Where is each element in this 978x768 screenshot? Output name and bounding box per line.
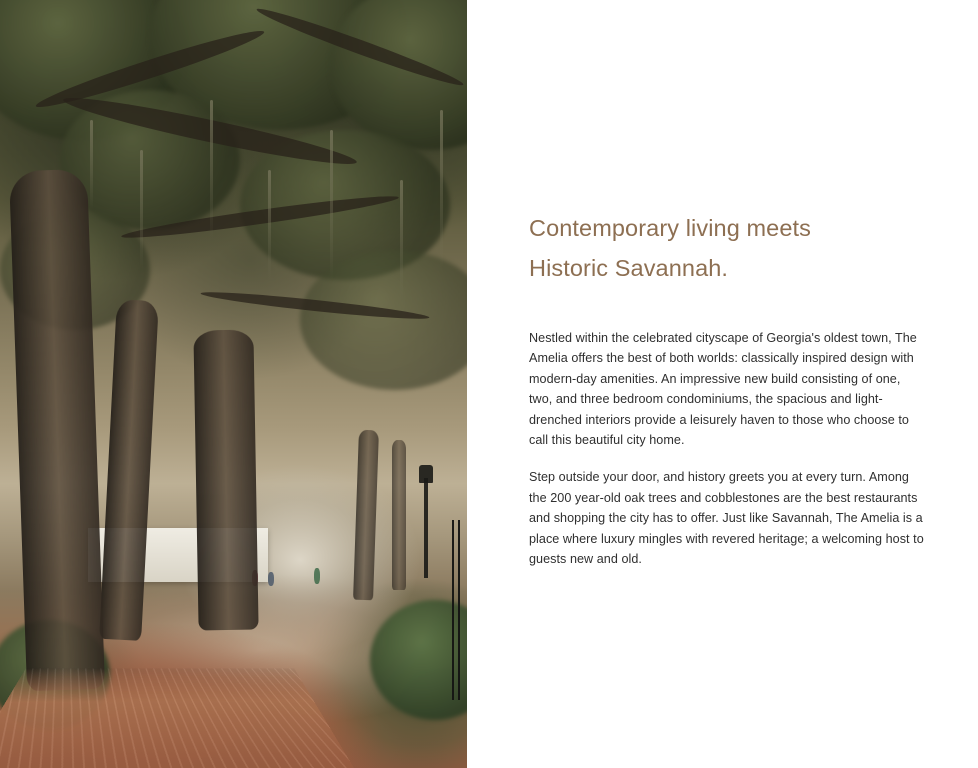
spanish-moss bbox=[400, 180, 403, 300]
headline-line-2: Historic Savannah. bbox=[529, 255, 729, 282]
oak-trunk bbox=[353, 430, 379, 601]
body-paragraph-2: Step outside your door, and history greets you at every turn. Among the 200 year-old oak trees and cobblestones are the best restaurants and shopping the city has to offer. Just like Savannah, The Amelia is a place where luxury mingles with revered heritage; a welcoming host to guests new and old. bbox=[529, 470, 924, 566]
body-copy bbox=[529, 328, 927, 569]
foliage-cluster bbox=[300, 250, 467, 390]
savannah-live-oak-park-photo bbox=[0, 0, 467, 768]
body-paragraph-1: Nestled within the celebrated cityscape of Georgia's oldest town, The Amelia offers the best of both worlds: classically inspired design with modern-day amenities. An impressive new build consisting of one, two, and three bedroom condominiums, the spacious and light-drenched interiors provide a leisurely haven to those who choose to call this beautiful city home. bbox=[529, 331, 917, 447]
spanish-moss bbox=[330, 130, 333, 280]
hero-photo-panel bbox=[0, 0, 467, 768]
spanish-moss bbox=[210, 100, 213, 240]
oak-trunk bbox=[193, 329, 258, 630]
oak-trunk bbox=[99, 299, 159, 641]
brick-walkway bbox=[0, 668, 360, 768]
spanish-moss bbox=[440, 110, 443, 270]
spanish-moss bbox=[268, 170, 271, 280]
spanish-moss bbox=[90, 120, 93, 210]
street-lamp bbox=[424, 478, 428, 578]
content-panel bbox=[467, 0, 978, 768]
oak-trunk bbox=[392, 440, 406, 590]
page-headline bbox=[529, 208, 929, 289]
headline-line-1: Contemporary living meets bbox=[529, 215, 811, 241]
spanish-moss bbox=[140, 150, 143, 270]
iron-fence bbox=[452, 520, 464, 700]
pedestrian bbox=[268, 572, 274, 586]
pedestrian bbox=[314, 568, 320, 584]
